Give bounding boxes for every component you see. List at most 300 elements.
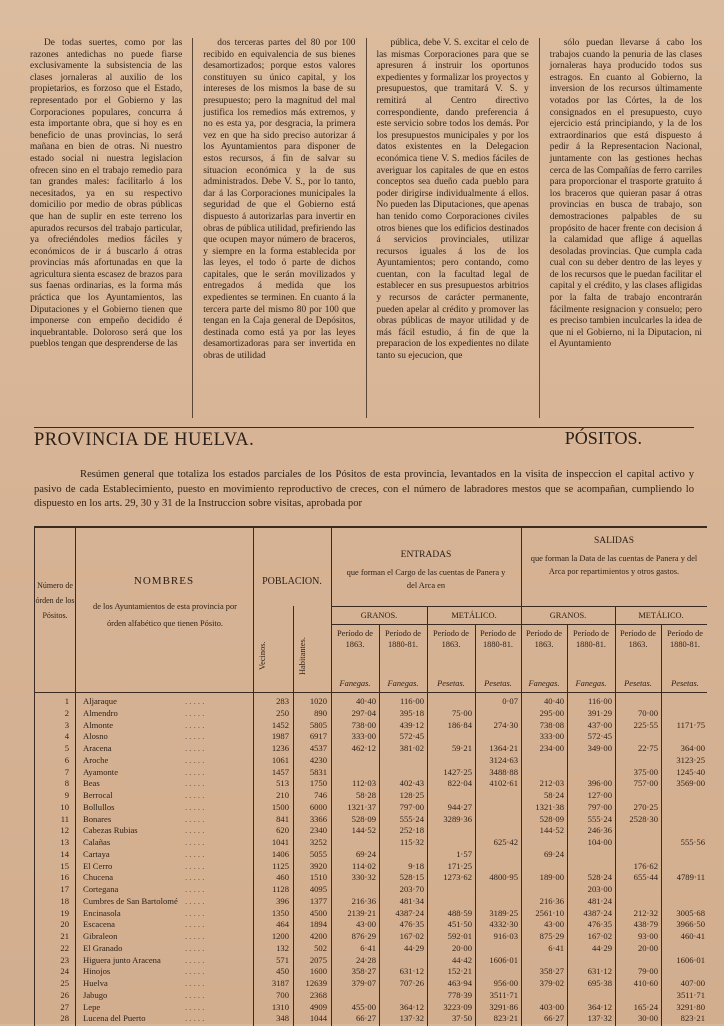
header-period: Período de 1863. (619, 629, 657, 649)
header-unit: Fanegas. (387, 679, 419, 688)
leader-dots: . . . . . (185, 860, 205, 871)
cell-s2: 396·00 (587, 778, 612, 789)
cell-e3: 944·27 (447, 801, 472, 812)
cell-s3: 225·55 (633, 719, 658, 730)
leader-dots: . . . . . (185, 743, 205, 753)
table-row (35, 884, 707, 896)
municipality-name: Almendro (83, 707, 118, 718)
cell-n: 28 (60, 1013, 69, 1024)
table-row (35, 861, 707, 873)
cell-h: 502 (314, 942, 327, 953)
leader-dots: . . . . . (185, 884, 205, 894)
header-granos-in: GRANOS. (360, 611, 398, 620)
leader-dots: . . . . . (185, 778, 205, 789)
cell-h: 1894 (309, 919, 327, 930)
cell-e3: 3289·36 (443, 813, 472, 824)
header-metalico-out: METÁLICO. (638, 611, 684, 620)
cell-s2: 572·45 (587, 731, 612, 742)
cell-e3: 463·94 (447, 978, 472, 988)
cell-h: 1044 (309, 1013, 327, 1024)
cell-e3: 592·01 (447, 931, 472, 941)
intro-paragraph (34, 468, 694, 512)
column-4-text: sólo puedan llevarse á cabo los trabajos cuando la penuria de las clases jornaleras haya producido todos sus estragos. En cuanto al Gobierno, la inversion de los recursos últimamente votados por las Córtes, la de los consignados en el presupuesto, cuyo ejercicio está principiando, y la de los extraordinarios que está dispuesto á pedir á la Representacion Nacional, juntamente con las gestiones hechas cerca de las Compañías de ferro carriles para proporcionar el trasporte gratuito á los braceros que quieran pasar á otras provincias en busca de trabajo, son demostraciones palpables de su propósito de hacer frente con decision á la calamidad que aflige á aquellas desoladas provincias. Que cumpla cada cual con su deber dentro de las leyes y de los recursos que le puedan facilitar el capital y el crédito, y las clases afligidas por la falta de trabajo encontrarán fácilmente resignacion y consuelo; pero es preciso tambien inculcarles la idea de que ni el Gobierno, ni la Diputacion, ni el Ayuntamiento (549, 38, 702, 350)
cell-s2: 476·35 (587, 919, 612, 930)
cell-e4: 0·07 (502, 696, 518, 706)
cell-s2: 4387·24 (583, 907, 612, 918)
cell-s3: 2528·30 (629, 813, 658, 824)
cell-e3: 778·39 (447, 989, 472, 1000)
table-row (35, 990, 707, 1002)
cell-n: 27 (60, 1001, 69, 1012)
table-row (35, 931, 707, 943)
cell-h: 4500 (309, 907, 327, 918)
header-period: Período de 1863. (432, 629, 470, 649)
cell-v: 1310 (271, 1001, 289, 1012)
cell-v: 132 (276, 942, 289, 953)
cell-s3: 30·00 (637, 1013, 658, 1024)
cell-s4: 460·41 (680, 931, 705, 941)
cell-e1: 216·36 (351, 895, 376, 906)
cell-e1: 297·04 (351, 707, 376, 718)
cell-h: 5831 (309, 766, 327, 777)
cell-h: 4095 (309, 884, 327, 894)
cell-e2: 116·00 (399, 696, 424, 706)
cell-e1: 43·00 (355, 919, 376, 930)
cell-e2: 44·29 (403, 942, 424, 953)
cell-e3: 822·04 (447, 778, 472, 789)
cell-e3: 20·00 (451, 942, 472, 953)
cell-h: 1750 (309, 778, 327, 789)
cell-h: 3366 (309, 813, 327, 824)
cell-n: 13 (60, 837, 69, 847)
cell-n: 26 (60, 989, 69, 1000)
header-period: Período de 1880-81. (666, 629, 704, 649)
cell-s2: 137·32 (587, 1013, 612, 1024)
cell-e4: 916·03 (493, 931, 518, 941)
cell-e4: 4332·30 (489, 919, 518, 930)
leader-dots: . . . . . (185, 707, 205, 718)
leader-dots: . . . . . (185, 813, 205, 824)
table-row (35, 966, 707, 978)
cell-s2: 437·00 (587, 719, 612, 730)
cell-s3: 22·75 (637, 743, 658, 753)
cell-v: 1350 (271, 907, 289, 918)
leader-dots: . . . . . (185, 907, 205, 918)
header-period: Período de 1880-81. (384, 629, 422, 649)
cell-h: 4200 (309, 931, 327, 941)
cell-h: 4909 (309, 1001, 327, 1012)
cell-e2: 4387·24 (395, 907, 424, 918)
text-column-2 (201, 38, 357, 418)
table-row (35, 896, 707, 908)
cell-e2: 631·12 (399, 966, 424, 977)
cell-h: 890 (314, 707, 327, 718)
column-3-text: pública, debe V. S. excitar el celo de las mismas Corporaciones para que se apresuren á instruir los oportunos expedientes y formalizar los proyectos y presupuestos, que tramitará V. S. y remitirá al Centro directivo correspondiente, dando preferencia á este servicio sobre todos los demás. Por los presupuestos municipales y por los datos existentes en la Delegacion económica tiene V. S. medios fáciles de averiguar los capitales de que en estos conceptos sea dueño cada pueblo para poder dirigirse individualmente á ellos. No pueden las Diputaciones, que apenas han tenido como Corporaciones civiles otros bienes que los edificios destinados á servicios provinciales, utilizar recursos iguales á los de los Ayuntamientos; pero contando, como cuentan, con la facultad legal de establecer en sus presupuestos arbitrios y recursos de carácter permanente, pueden apelar al crédito y promover las obras públicas de mayor utilidad y de más fácil estudio, á fin de que la preparacion de los expedientes no dilate tanto su ejecucion, que (376, 38, 529, 362)
header-habitantes: Habitantes. (298, 637, 307, 675)
municipality-name: El Granado (83, 942, 123, 953)
cell-e1: 24·28 (355, 954, 376, 965)
cell-v: 464 (276, 919, 289, 930)
cell-s2: 631·12 (587, 966, 612, 977)
column-divider (539, 38, 540, 418)
cell-s4: 3966·50 (676, 919, 705, 930)
cell-s2: 246·36 (587, 825, 612, 836)
municipality-name: Gibraleon (83, 931, 118, 941)
municipality-name: Encinasola (83, 907, 121, 918)
cell-e4: 4800·95 (489, 872, 518, 883)
table-row (35, 755, 707, 767)
positos-table (34, 526, 707, 1026)
cell-s2: 695·38 (587, 978, 612, 988)
header-rule (35, 692, 707, 693)
cell-s3: 655·44 (633, 872, 658, 883)
cell-e4: 3124·63 (489, 754, 518, 765)
leader-dots: . . . . . (185, 978, 205, 988)
cell-v: 1236 (271, 743, 289, 753)
header-unit: Fanegas. (575, 679, 607, 688)
cell-s1: 358·27 (539, 966, 564, 977)
header-unit: Pesetas. (437, 679, 465, 688)
cell-e2: 481·34 (399, 895, 424, 906)
cell-n: 24 (60, 966, 69, 977)
cell-v: 210 (276, 790, 289, 800)
cell-s2: 44·29 (591, 942, 612, 953)
leader-dots: . . . . . (185, 872, 205, 883)
cell-e3: 171·25 (447, 860, 472, 871)
cell-n: 6 (64, 754, 69, 765)
cell-s4: 555·56 (680, 837, 705, 847)
cell-s3: 757·00 (633, 778, 658, 789)
municipality-name: Escacena (83, 919, 115, 930)
header-period: Período de 1880-81. (572, 629, 610, 649)
cell-h: 1020 (309, 696, 327, 706)
cell-h: 2075 (309, 954, 327, 965)
cell-s4: 407·00 (680, 978, 705, 988)
municipality-name: Aracena (83, 743, 112, 753)
cell-v: 1406 (271, 848, 289, 859)
leader-dots: . . . . . (185, 931, 205, 941)
cell-s3: 165·24 (633, 1001, 658, 1012)
cell-e1: 2139·21 (347, 907, 376, 918)
cell-s2: 167·02 (587, 931, 612, 941)
cell-v: 460 (276, 872, 289, 883)
cell-e1: 144·52 (351, 825, 376, 836)
header-entradas-sub: que forman el Cargo de las cuentas de Panera y del Arca en (346, 568, 506, 590)
cell-e2: 476·35 (399, 919, 424, 930)
cell-n: 10 (60, 801, 69, 812)
leader-dots: . . . . . (185, 696, 205, 706)
header-unit: Fanegas. (528, 679, 560, 688)
municipality-name: El Cerro (83, 860, 113, 871)
municipality-name: Bonares (83, 813, 112, 824)
cell-h: 1510 (309, 872, 327, 883)
cell-n: 20 (60, 919, 69, 930)
cell-e1: 6·41 (360, 942, 376, 953)
cell-e3: 37·50 (451, 1013, 472, 1024)
cell-n: 21 (60, 931, 69, 941)
cell-v: 1457 (271, 766, 289, 777)
header-numero: Número de órden de los Pósitos. (35, 581, 75, 620)
cell-v: 1125 (272, 860, 289, 871)
header-entradas: ENTRADAS (400, 550, 452, 560)
cell-n: 2 (64, 707, 69, 718)
cell-v: 513 (276, 778, 289, 789)
leader-dots: . . . . . (185, 731, 205, 742)
table-row (35, 802, 707, 814)
cell-e4: 4102·61 (489, 778, 518, 789)
cell-e3: 3223·09 (443, 1001, 472, 1012)
table-row (35, 919, 707, 931)
cell-s1: 1321·38 (535, 801, 564, 812)
cell-s4: 823·21 (680, 1013, 705, 1024)
cell-n: 19 (60, 907, 69, 918)
cell-s1: 738·08 (539, 719, 564, 730)
cell-s3: 375·00 (633, 766, 658, 777)
table-row (35, 837, 707, 849)
text-columns (28, 38, 704, 418)
cell-v: 1041 (271, 837, 289, 847)
cell-s4: 3511·71 (676, 989, 705, 1000)
table-row (35, 825, 707, 837)
cell-h: 6000 (309, 801, 327, 812)
table-row (35, 908, 707, 920)
header-nombres-sub: de los Ayuntamientos de esta provincia por órden alfabético que tienen Pósito. (93, 602, 237, 628)
cell-v: 3187 (271, 978, 289, 988)
municipality-name: Cartaya (83, 848, 110, 859)
leader-dots: . . . . . (185, 966, 205, 977)
cell-h: 1600 (309, 966, 327, 977)
header-unit: Pesetas. (624, 679, 652, 688)
cell-e2: 203·70 (399, 884, 424, 894)
cell-e3: 44·42 (451, 954, 472, 965)
cell-v: 841 (276, 813, 289, 824)
leader-dots: . . . . . (185, 825, 205, 836)
cell-v: 250 (276, 707, 289, 718)
cell-s1: 189·00 (539, 872, 564, 883)
header-period: Período de 1880-81. (479, 629, 517, 649)
cell-n: 14 (60, 848, 69, 859)
cell-n: 18 (60, 895, 69, 906)
municipality-name: Chucena (83, 872, 114, 883)
cell-h: 6917 (309, 731, 327, 742)
cell-e1: 40·40 (355, 696, 376, 706)
leader-dots: . . . . . (185, 989, 205, 1000)
cell-e2: 128·25 (399, 790, 424, 800)
municipality-name: Bollullos (83, 801, 115, 812)
cell-s1: 6·41 (548, 942, 564, 953)
cell-v: 620 (276, 825, 289, 836)
column-2-text: dos terceras partes del 80 por 100 recibido en equivalencia de sus bienes desamortizados; porque estos valores constituyen su único capital, y los intereses de los mismos la base de su presupuesto; pero la magnitud del mal justifica los remedios más extremos, y no es esta ya, por desgracia, la primera vez en que ha sido preciso autorizar á los Ayuntamientos para disponer de estos recursos, á fin de salvar su situacion económica y la de sus administrados. Debe V. S., por lo tanto, dar á las Corporaciones municipales la seguridad de que el Gobierno está dispuesto á autorizarlas para invertir en obras de pública utilidad, prefiriendo las que ocupen mayor número de braceros, y siempre en la forma establecida por las leyes, el todo ó parte de dichos capitales, que le serán movilizados y entregados á medida que los expedientes se terminen. En cuanto á la tercera parte del mismo 80 por 100 que tengan en la Caja general de Depósitos, destinada como está ya por las leyes desamortizadoras para ser invertida en obras de utilidad (203, 38, 356, 362)
cell-e2: 402·43 (399, 778, 424, 789)
municipality-name: Lepe (83, 1001, 101, 1012)
cell-s3: 410·60 (633, 978, 658, 988)
cell-v: 450 (276, 966, 289, 977)
table-row (35, 696, 707, 708)
cell-s4: 1171·75 (676, 719, 705, 730)
cell-s4: 3569·00 (676, 778, 705, 789)
cell-v: 348 (276, 1013, 289, 1024)
cell-e3: 75·00 (451, 707, 472, 718)
cell-s1: 58·24 (543, 790, 564, 800)
cell-h: 2368 (309, 989, 327, 1000)
column-1-text: De todas suertes, como por las razones antedichas no puede fiarse exclusivamente la subsistencia de las clases jornaleras al auxilio de los propietarios, es forzoso que el Estado, representado por el Gobierno y las Corporaciones populares, concurra á esta importante obra, que si hoy es en beneficio de unas provincias, lo será mañana en bien de otras. Ni nuestro estado social ni nuestra legislacion ofrecen sino en el trabajo remedio para tan grandes males: facilitarlo á los necesitados, ya en su respectivo domicilio por medio de obras públicas que han de suplir en este terreno los apurados recursos del trabajo particular, ya ofreciéndoles medios fáciles y económicos de ir á buscarlo á otras provincias más afortunadas en que la agricultura sienta escasez de brazos para sus faenas ordinarias, es la forma más práctica que los Ayuntamientos, las Diputaciones y el Gobierno tienen que imponerse con empeño decidido é inquebrantable. Doloroso será que los pueblos tengan que desprenderse de las (30, 38, 183, 350)
cell-e2: 528·15 (399, 872, 424, 883)
cell-h: 3252 (309, 837, 327, 847)
cell-h: 3920 (309, 860, 327, 871)
intro-text: Resúmen general que totaliza los estados parciales de los Pósitos de esta provincia, levantados en la visita de inspeccion el capital activo y pasivo de cada Establecimiento, puesto en movimiento reproductivo de creces, con el número de labradores mestos que se acompañan, cumpliendo lo dispuesto en los arts. 29, 30 y 31 de la Instruccion sobre visitas, aprobada por (34, 469, 694, 509)
cell-e1: 358·27 (351, 966, 376, 977)
cell-s3: 93·00 (637, 931, 658, 941)
cell-e4: 1364·21 (489, 743, 518, 753)
column-divider (366, 38, 367, 418)
cell-s4: 3123·25 (676, 754, 705, 765)
cell-s1: 212·03 (539, 778, 564, 789)
cell-s4: 1245·40 (676, 766, 705, 777)
cell-s2: 203·00 (587, 884, 612, 894)
cell-s4: 1606·01 (676, 954, 705, 965)
cell-e2: 252·18 (399, 825, 424, 836)
table-row (35, 708, 707, 720)
cell-s3: 176·62 (633, 860, 658, 871)
cell-e1: 69·24 (355, 848, 376, 859)
municipality-name: Cabezas Rubias (83, 825, 138, 836)
cell-v: 1500 (271, 801, 289, 812)
column-divider (192, 38, 193, 418)
cell-v: 571 (276, 954, 289, 965)
leader-dots: . . . . . (185, 837, 205, 847)
cell-n: 12 (60, 825, 69, 836)
cell-e2: 395·18 (399, 707, 424, 718)
cell-h: 12639 (305, 978, 327, 988)
municipality-name: Ayamonte (83, 766, 119, 777)
header-unit: Pesetas. (484, 679, 512, 688)
section-title: PÓSITOS. (564, 428, 642, 448)
table-row (35, 814, 707, 826)
cell-e1: 330·32 (351, 872, 376, 883)
cell-e1: 738·00 (351, 719, 376, 730)
municipality-name: Berrocal (83, 790, 113, 800)
cell-e2: 439·12 (399, 719, 424, 730)
cell-s2: 116·00 (587, 696, 612, 706)
header-granos-out: GRANOS. (549, 611, 587, 620)
cell-v: 1987 (271, 731, 289, 742)
cell-e1: 333·00 (351, 731, 376, 742)
header-salidas: SALIDAS (593, 536, 635, 546)
leader-dots: . . . . . (185, 848, 205, 859)
leader-dots: . . . . . (185, 754, 205, 765)
cell-s3: 438·79 (633, 919, 658, 930)
cell-e1: 58·28 (355, 790, 376, 800)
cell-e2: 707·26 (399, 978, 424, 988)
municipality-name: Cortegana (83, 884, 119, 894)
table-row (35, 955, 707, 967)
cell-n: 5 (64, 743, 69, 753)
cell-e1: 528·09 (351, 813, 376, 824)
cell-e1: 114·02 (351, 860, 376, 871)
province-title: PROVINCIA DE HUELVA. (34, 430, 255, 450)
municipality-name: Lucena del Puerto (83, 1013, 146, 1024)
leader-dots: . . . . . (185, 766, 205, 777)
text-column-3 (375, 38, 531, 418)
cell-e1: 66·27 (355, 1013, 376, 1024)
cell-n: 16 (60, 872, 69, 883)
cell-h: 4537 (309, 743, 327, 753)
cell-n: 3 (64, 719, 69, 730)
cell-e2: 381·02 (399, 743, 424, 753)
cell-s4: 3291·80 (676, 1001, 705, 1012)
header-salidas-sub: que forman la Data de las cuentas de Panera y del Arca por repartimientos y otros gastos. (530, 554, 698, 576)
table-row (35, 767, 707, 779)
municipality-name: Jabugo (83, 989, 108, 1000)
cell-e1: 455·00 (351, 1001, 376, 1012)
text-column-4 (548, 38, 704, 418)
cell-s1: 528·09 (539, 813, 564, 824)
cell-e2: 115·32 (399, 837, 424, 847)
header-rule (331, 624, 707, 625)
cell-s2: 364·12 (587, 1001, 612, 1012)
cell-s1: 234·00 (539, 743, 564, 753)
cell-h: 4230 (309, 754, 327, 765)
header-metalico-in: METÁLICO. (451, 611, 497, 620)
cell-e4: 1606·01 (489, 954, 518, 965)
cell-s2: 127·00 (587, 790, 612, 800)
cell-e4: 3291·86 (489, 1001, 518, 1012)
cell-e1: 462·12 (351, 743, 376, 753)
cell-h: 2340 (309, 825, 327, 836)
cell-v: 283 (276, 696, 289, 706)
cell-v: 1200 (271, 931, 289, 941)
cell-s1: 2561·10 (535, 907, 564, 918)
table-row (35, 872, 707, 884)
cell-e1: 379·07 (351, 978, 376, 988)
cell-s1: 379·02 (539, 978, 564, 988)
cell-e3: 186·84 (447, 719, 472, 730)
cell-e2: 364·12 (399, 1001, 424, 1012)
header-unit: Fanegas. (339, 679, 371, 688)
cell-s2: 528·24 (587, 872, 612, 883)
cell-s3: 79·00 (637, 966, 658, 977)
cell-n: 22 (60, 942, 69, 953)
cell-e4: 3189·25 (489, 907, 518, 918)
table-row (35, 720, 707, 732)
cell-e2: 167·02 (399, 931, 424, 941)
cell-v: 700 (276, 989, 289, 1000)
municipality-name: Almonte (83, 719, 114, 730)
cell-s1: 66·27 (543, 1013, 564, 1024)
cell-s2: 797·00 (587, 801, 612, 812)
cell-n: 25 (60, 978, 69, 988)
leader-dots: . . . . . (185, 790, 205, 800)
cell-s2: 555·24 (587, 813, 612, 824)
cell-h: 5055 (309, 848, 327, 859)
cell-s1: 403·00 (539, 1001, 564, 1012)
cell-s2: 349·00 (587, 743, 612, 753)
leader-dots: . . . . . (185, 895, 205, 906)
header-poblacion: POBLACION. (262, 576, 322, 587)
cell-e3: 488·59 (447, 907, 472, 918)
table-row (35, 1002, 707, 1014)
cell-e4: 3488·88 (489, 766, 518, 777)
cell-e2: 9·18 (408, 860, 424, 871)
cell-e2: 572·45 (399, 731, 424, 742)
municipality-name: Cumbres de San Bartolomé (83, 895, 178, 906)
table-row (35, 849, 707, 861)
table-row (35, 778, 707, 790)
cell-v: 1452 (271, 719, 289, 730)
cell-e1: 1321·37 (347, 801, 376, 812)
municipality-name: Higuera junto Aracena (83, 954, 161, 965)
cell-e4: 823·21 (493, 1013, 518, 1024)
